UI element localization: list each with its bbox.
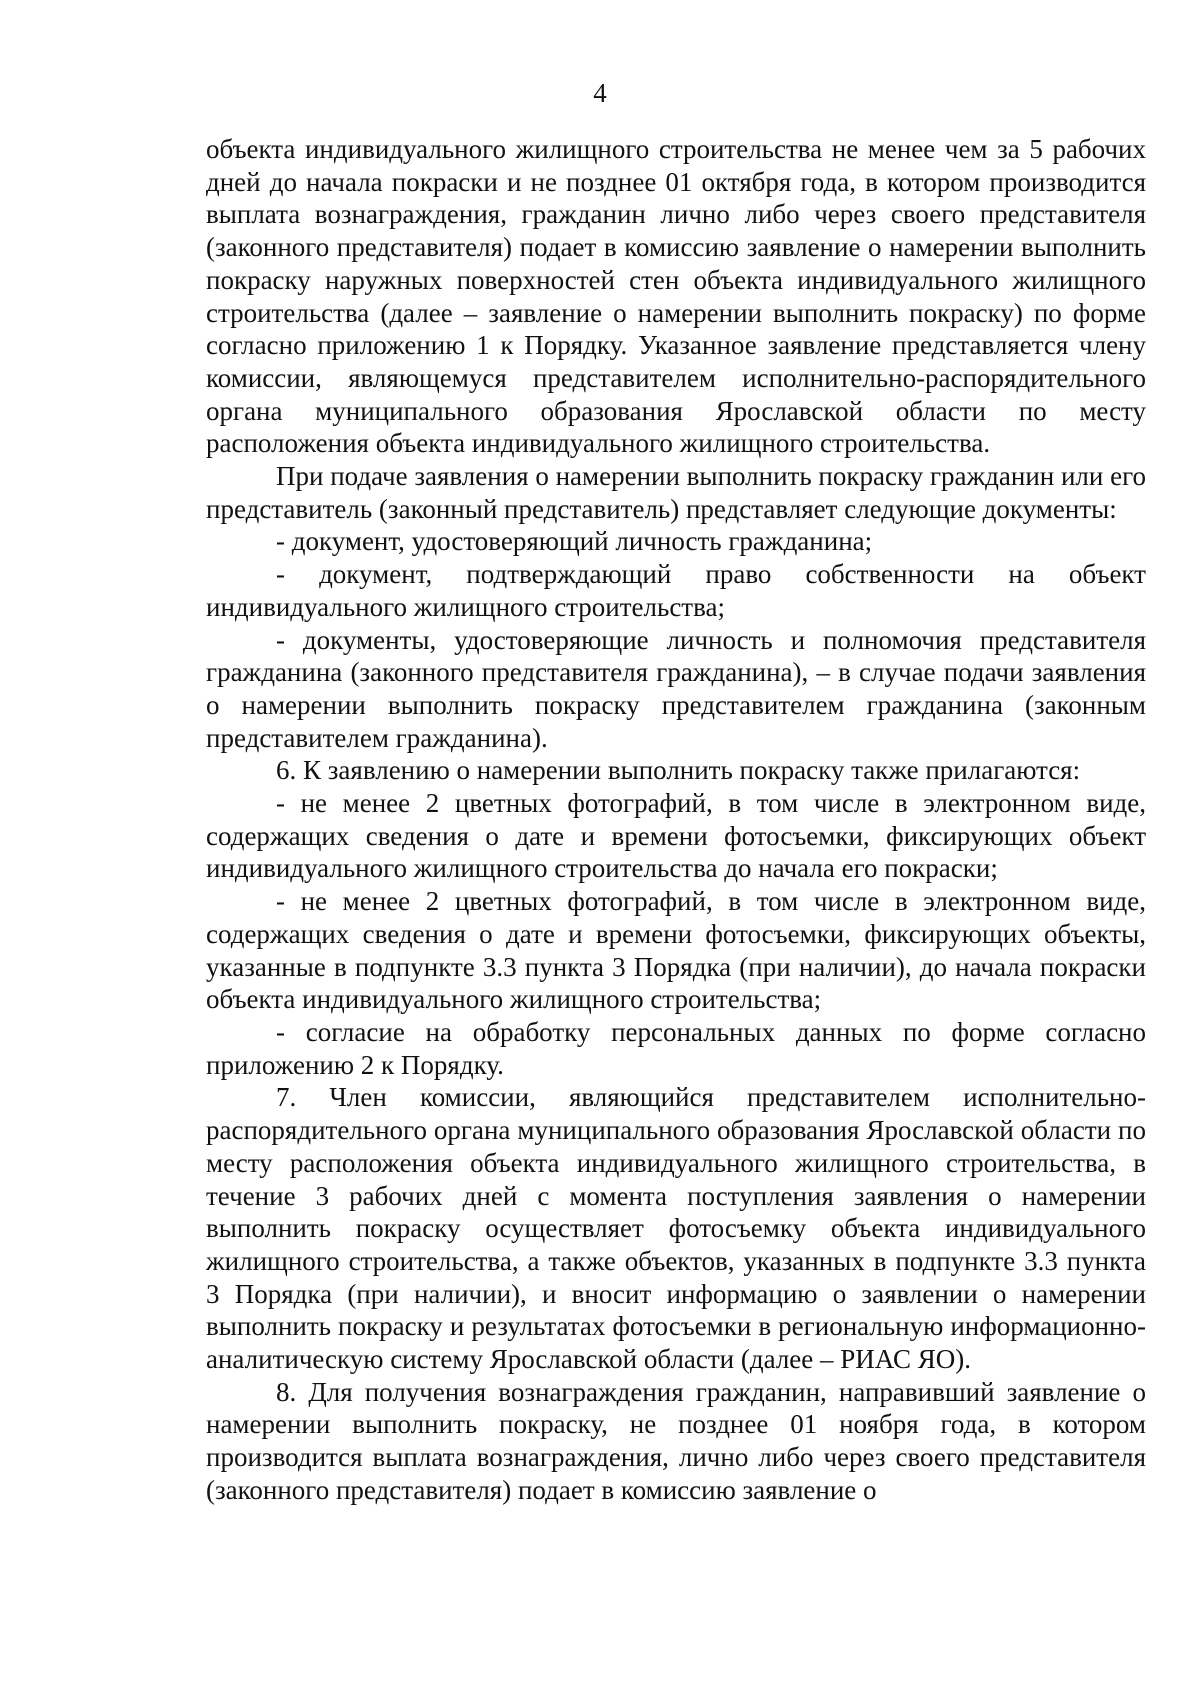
clause-8: 8. Для получения вознаграждения гражданин, направивший заявление о намерении выполнить покраску, не позднее 01 ноября года, в котором производится выплата вознаграждения, лично либо через своего представителя (законного представителя) подает в комиссию заявление о [206, 1376, 1146, 1505]
paragraph-1: объекта индивидуального жилищного строительства не менее чем за 5 рабочих дней до начала покраски и не позднее 01 октября года, в котором производится выплата вознаграждения, гражданин лично либо через своего представителя (законного представителя) подает в комиссию заявление о намерении выполнить покраску наружных поверхностей стен объекта индивидуального жилищного строительства (далее – заявление о намерении выполнить покраску) по форме согласно приложению 1 к Порядку. Указанное заявление представляется члену комиссии, являющемуся представителем исполнительно-распорядительного органа муниципального образования Ярославской области по месту расположения объекта индивидуального жилищного строительства. [206, 134, 1146, 459]
list-item-identity-document: - документ, удостоверяющий личность гражданина; [276, 526, 873, 557]
list-item-photos-before-painting: - не менее 2 цветных фотографий, в том числе в электронном виде, содержащих сведения о дате и времени фотосъемки, фиксирующих объект индивидуального жилищного строительства до начала его покраски; [206, 788, 1146, 884]
list-item-photos-of-objects: - не менее 2 цветных фотографий, в том числе в электронном виде, содержащих сведения о дате и времени фотосъемки, фиксирующих объекты, указанные в подпункте 3.3 пункта 3 Порядка (при наличии), до начала покраски объекта индивидуального жилищного строительства; [206, 886, 1146, 1015]
clause-7: 7. Член комиссии, являющийся представителем исполнительно-распорядительного органа муниципального образования Ярославской области по месту расположения объекта индивидуального жилищного строительства, в течение 3 рабочих дней с момента поступления заявления о намерении выполнить покраску осуществляет фотосъемку объекта индивидуального жилищного строительства, а также объектов, указанных в подпункте 3.3 пункта 3 Порядка (при наличии), и вносит информацию о заявлении о намерении выполнить покраску и результатах фотосъемки в региональную информационно-аналитическую систему Ярославской области (далее – РИАС ЯО). [206, 1082, 1146, 1375]
list-item-representative-documents: - документы, удостоверяющие личность и полномочия представителя гражданина (законного представителя гражданина), – в случае подачи заявления о намерении выполнить покраску представителем гражданина (законным представителем гражданина). [206, 624, 1146, 753]
paragraph-2: При подаче заявления о намерении выполнить покраску гражданин или его представитель (законный представитель) представляет следующие документы: [206, 461, 1146, 524]
clause-6-heading: 6. К заявлению о намерении выполнить покраску также прилагаются: [276, 755, 1081, 786]
page-number: 4 [593, 78, 607, 108]
list-item-ownership-document: - документ, подтверждающий право собственности на объект индивидуального жилищного строительства; [206, 559, 1146, 622]
list-item-personal-data-consent: - согласие на обработку персональных данных по форме согласно приложению 2 к Порядку. [206, 1016, 1146, 1080]
document-body [206, 133, 1146, 1507]
